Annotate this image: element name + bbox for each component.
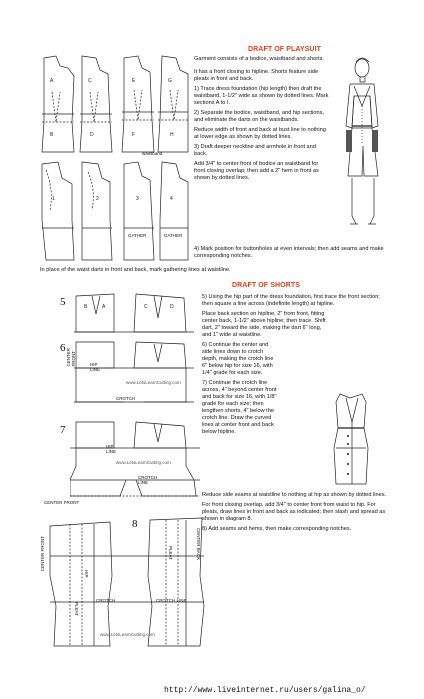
svg-text:1: 1 [52, 196, 55, 202]
svg-text:E: E [132, 78, 136, 84]
shorts-heading: DRAFT OF SHORTS [232, 282, 300, 289]
svg-text:C: C [144, 304, 148, 310]
playsuit-paragraph-1: It has a front closing to hipline. Shorts feature side pleats in front and back. [194, 69, 319, 82]
playsuit-note: In place of the waist darts in front and back, mark gathering lines at waistline. [40, 267, 231, 273]
crotch-label-8: CROTCH [96, 598, 116, 603]
svg-text:3: 3 [136, 196, 139, 202]
svg-text:A: A [102, 304, 106, 310]
svg-text:G: G [168, 78, 172, 84]
center-front-label-8: CENTER FRONT [40, 536, 45, 572]
figure-8-number: 8 [132, 518, 138, 530]
watermark-8: www.LetsLearnCutting.com [100, 632, 155, 637]
playsuit-paragraph-3: 2) Separate the bodice, waistband, and hip sections, and eliminate the darts on the waistbands. [194, 110, 324, 123]
svg-text:4: 4 [170, 196, 173, 202]
playsuit-text-bottom [194, 246, 390, 263]
playsuit-heading: DRAFT OF PLAYSUIT [248, 46, 321, 53]
playsuit-illustration [332, 56, 390, 228]
playsuit-paragraph-7: 4) Mark position for buttonholes at even intervals; then add seams and make corresponding notches. [194, 246, 384, 259]
shorts-text-bottom [202, 492, 392, 536]
crotch-line-label-7: CROTCH LINE [138, 475, 158, 485]
playsuit-diagram-1 [38, 52, 190, 160]
svg-text:D: D [90, 132, 94, 138]
svg-text:D: D [170, 304, 174, 310]
footer-url-link[interactable]: http://www.liveinternet.ru/users/galina_o/ [164, 686, 366, 695]
hip-line-label-7: HIP LINE [106, 444, 117, 454]
playsuit-paragraph-5: 3) Draft deeper neckline and armhole in front and back. [194, 144, 316, 157]
center-front-label-6: CENTER FRONT [66, 348, 76, 367]
playsuit-diagram-2 [38, 160, 190, 266]
svg-text:F: F [132, 132, 136, 138]
pleat-label-back-8: PLEAT [168, 546, 173, 560]
playsuit-paragraph-4: Reduce width of front and back at bust line to nothing at lower edge as shown by dotted lines. [194, 127, 326, 140]
figure-5-number: 5 [60, 296, 66, 308]
svg-text:H: H [170, 132, 174, 138]
playsuit-intro: Garment consists of a bodice, waistband and shorts. [194, 56, 324, 62]
hip-line-label-6: HIP LINE [90, 362, 101, 372]
crotch-line-label-8: CROTCH LINE [156, 598, 187, 603]
crotch-label-6: CROTCH [116, 396, 136, 401]
shorts-paragraph-1: 5) Using the hip part of the dress foundation, first trace the front section; then square a line across (indefinite length) at hipline. [202, 294, 380, 307]
shorts-diagram-8 [40, 506, 210, 654]
shorts-illustration [322, 388, 382, 488]
playsuit-text-column [194, 56, 330, 185]
gather-label: GATHER [128, 233, 147, 238]
svg-text:C: C [88, 78, 92, 84]
playsuit-paragraph-2: 1) Trace dress foundation (hip length) then draft the waistband, 1-1/2" wide as shown by dotted lines. Mark sections A to I. [194, 86, 329, 106]
center-front-label-7: CENTER FRONT [44, 500, 80, 505]
shorts-paragraph-7: 8) Add seams and hems, then make corresponding notches. [202, 526, 352, 532]
shorts-paragraph-6: For front closing overlap, add 3/4" to center front from waist to hip. For pleats, draw lines in front and back as indicated; then slash and spread as shown in diagram 8. [202, 502, 386, 522]
svg-text:2: 2 [96, 196, 99, 202]
gather-label-b: GATHER [164, 233, 183, 238]
svg-text:A: A [50, 78, 54, 84]
playsuit-paragraph-6: Add 3/4" to center front of bodice an waistband for front closing overlap; then add a 2" hem in front as shown by dotted lines. [194, 161, 319, 181]
figure-6-number: 6 [60, 342, 66, 354]
shorts-paragraph-2: Place back section on hipline, 2" from front, fitting center back, 1-1/2" above hipline; then trace. Shift dart, 2" toward the side, making the dart 6" long, and 1" wide at waistline. [202, 311, 326, 338]
shorts-paragraph-4: 7) Continue the crotch line across, 4" beyond center front and back for size 16, with 1/8" grade for each size; then lengthen shorts, 4" below the crotch line. Draw the curved lines at center front and back below hipline. [202, 380, 277, 435]
shorts-paragraph-5: Reduce side seams at waistline to nothing at hip as shown by dotted lines. [202, 492, 387, 498]
svg-text:B: B [50, 132, 54, 138]
center-back-label-8: CENTER BACK [196, 528, 201, 561]
watermark-6: www.LetsLearnCutting.com [126, 380, 181, 385]
figure-7-number: 7 [60, 424, 66, 436]
svg-text:B: B [84, 304, 88, 310]
waistband-label: waistband [142, 151, 163, 156]
hip-label-front-8: HIP [84, 570, 89, 578]
watermark-7: www.LetsLearnCutting.com [116, 460, 171, 465]
shorts-paragraph-3: 6) Continue the center and side lines down to crotch depth, making the crotch line 6" below hip for size 16, with 1/4" grade for each size. [202, 342, 274, 376]
pleat-label-front-8: PLEAT [74, 602, 79, 616]
shorts-text-column [202, 294, 380, 439]
